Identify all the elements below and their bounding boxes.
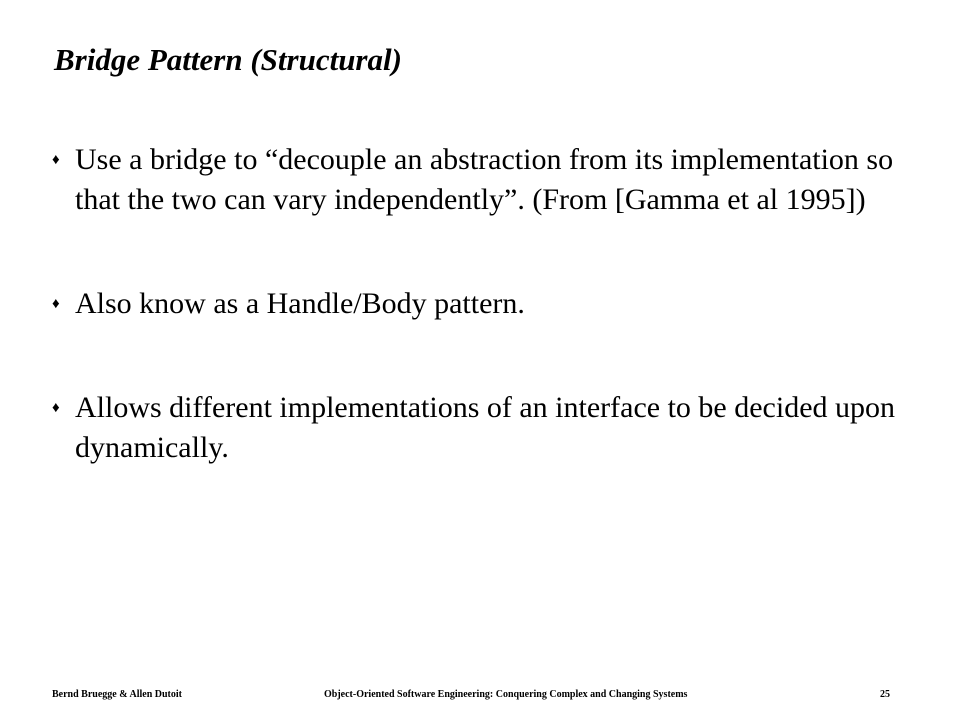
diamond-bullet-icon: ♦ [52,152,60,168]
bullet-list [52,140,912,468]
slide-footer [52,687,890,703]
slide-title: Bridge Pattern (Structural) [54,42,402,77]
diamond-bullet-icon: ♦ [52,296,60,312]
bullet-item-implementations [52,388,912,468]
bullet-item-decouple [52,140,912,220]
footer-book-title: Object-Oriented Software Engineering: Conquering Complex and Changing Systems [324,689,688,700]
diamond-bullet-icon: ♦ [52,400,60,416]
bullet-text-implementations: Allows different implementations of an interface to be decided upon dynamically. [75,391,896,464]
bullet-item-handle-body [52,284,912,324]
footer-authors: Bernd Bruegge & Allen Dutoit [52,689,182,700]
bullet-text-handle-body: Also know as a Handle/Body pattern. [75,287,525,320]
bullet-text-decouple: Use a bridge to “decouple an abstraction from its implementation so that the two can vary independently”. (From [Gamma et al 1995]) [75,143,894,216]
footer-page-number: 25 [880,689,890,700]
